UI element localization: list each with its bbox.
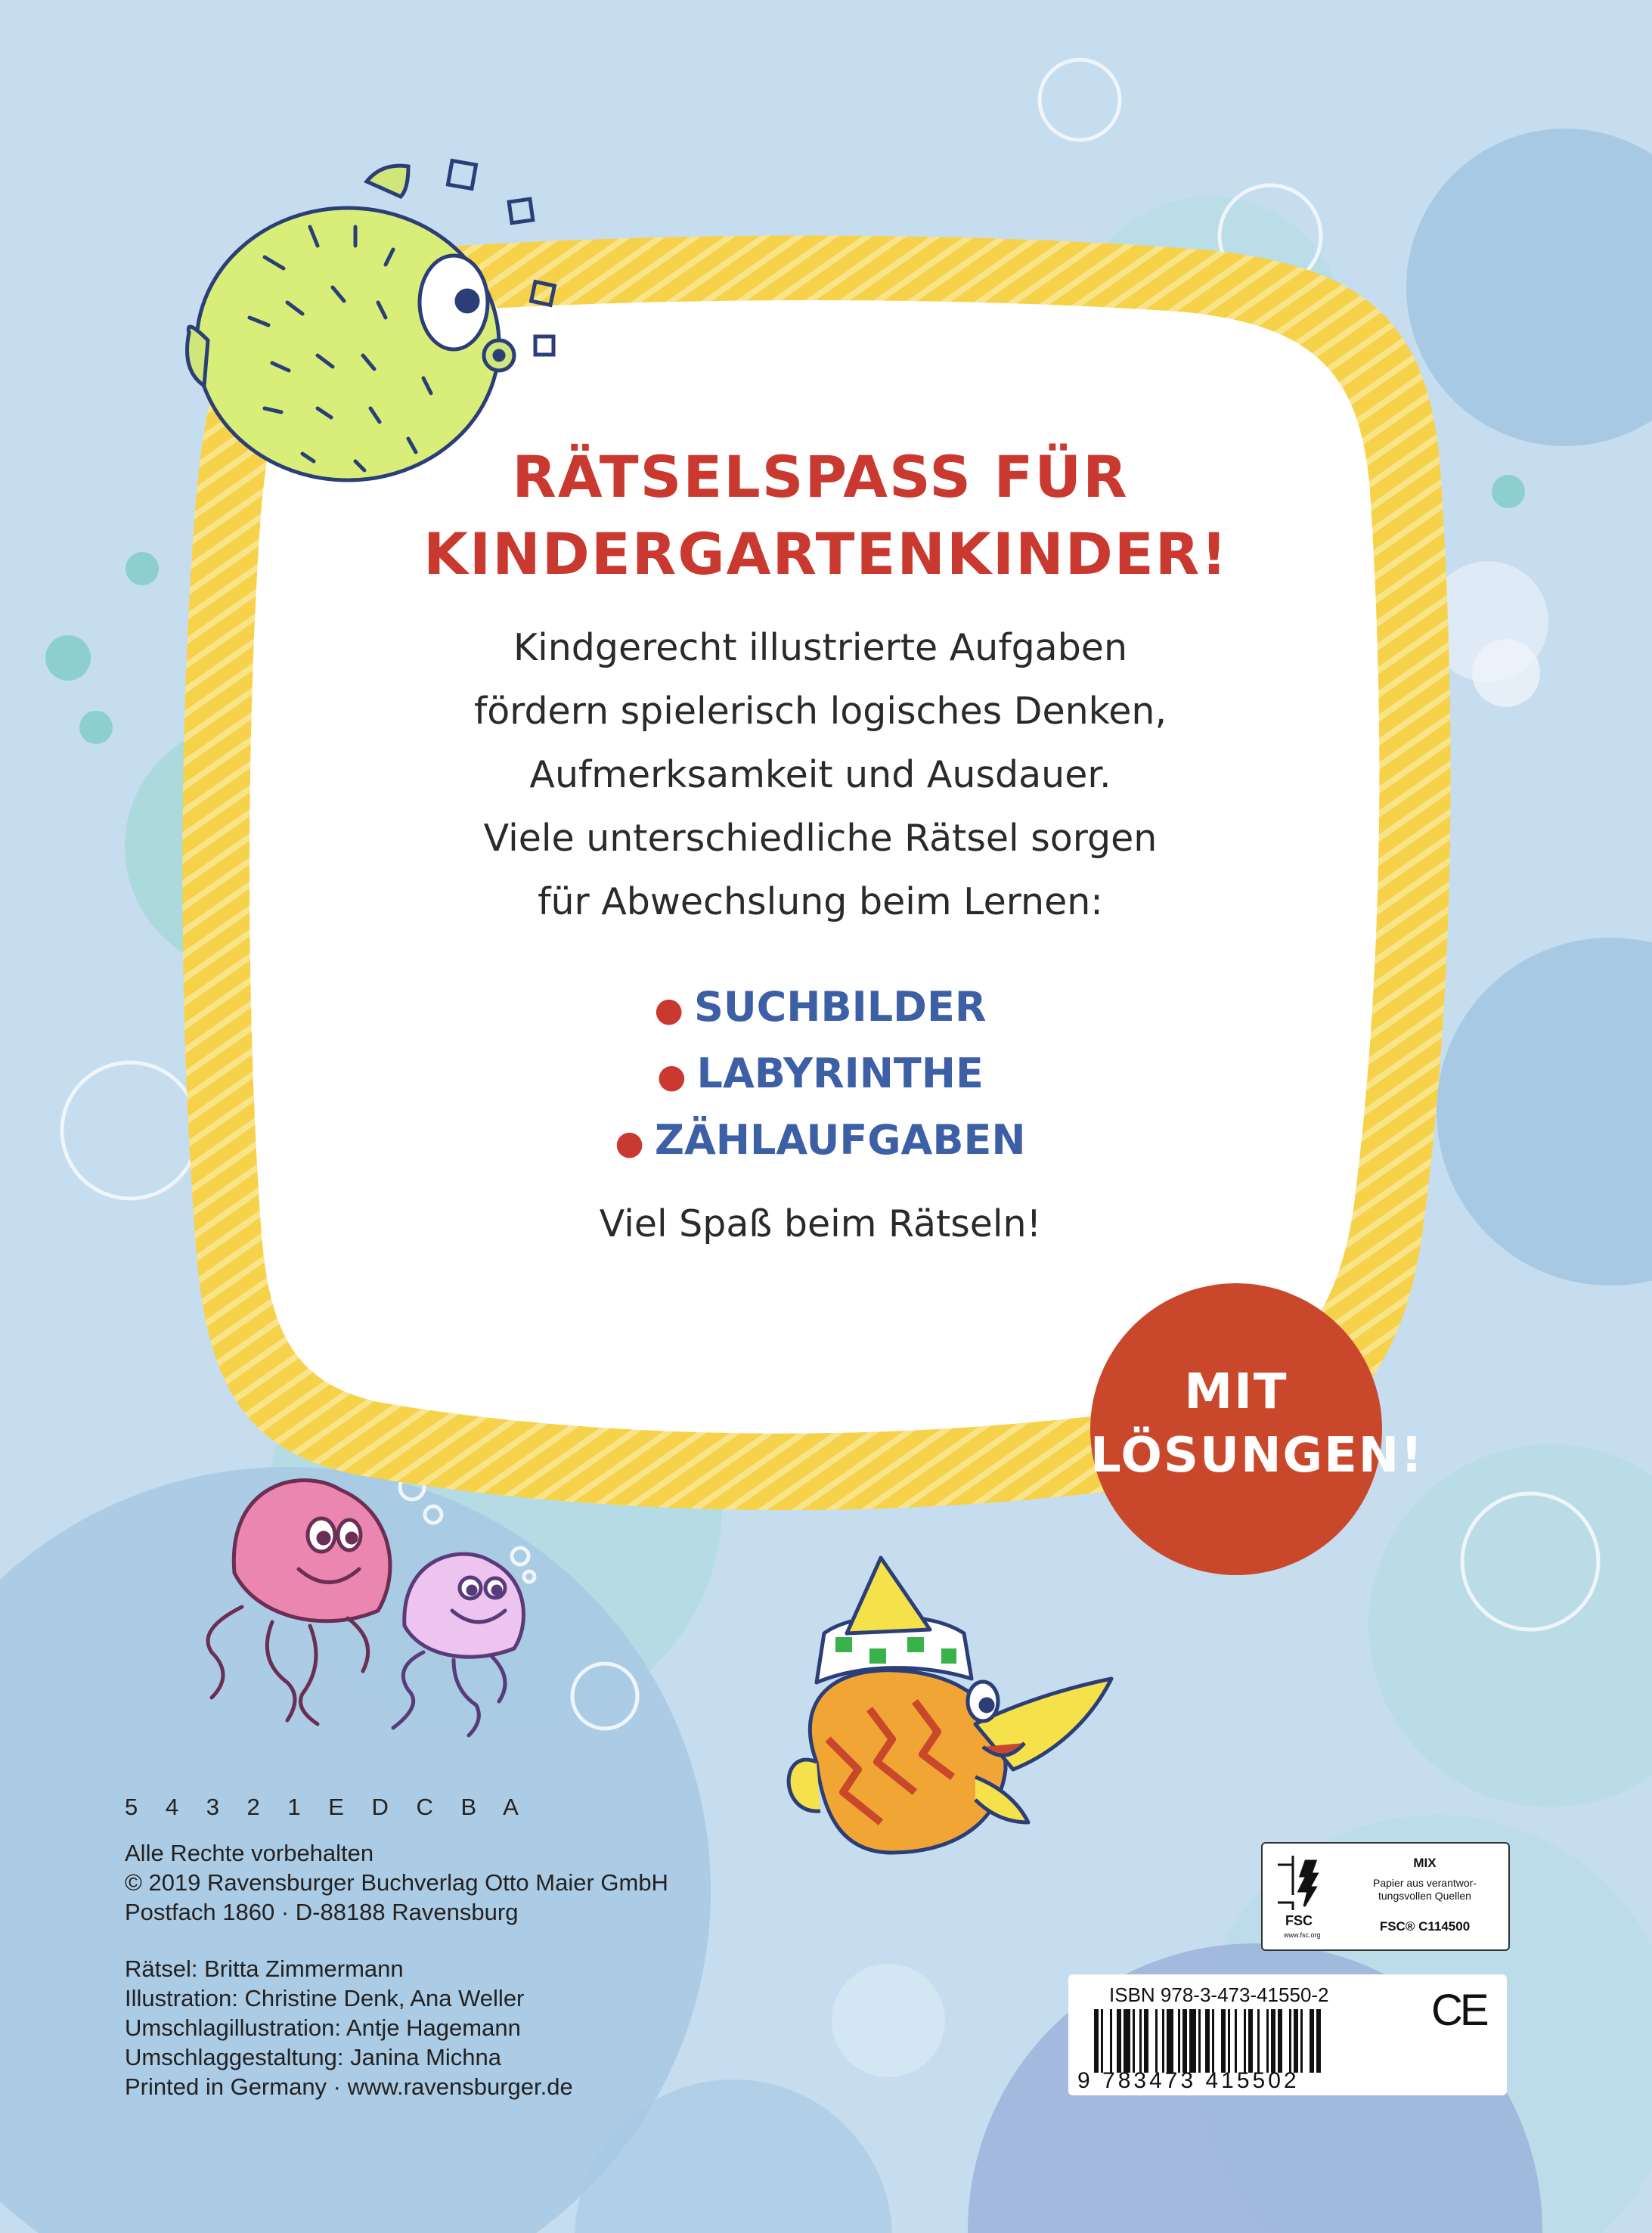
barcode-bar xyxy=(1278,2009,1282,2073)
bullet-icon: ● xyxy=(654,991,683,1029)
closing-line: Viel Spaß beim Rätseln! xyxy=(599,1202,1042,1245)
barcode-bar xyxy=(1162,2009,1164,2073)
barcode-bar xyxy=(1205,2009,1210,2073)
list-item-label: SUCHBILDER xyxy=(693,983,987,1031)
barcode-bar xyxy=(1244,2009,1246,2073)
barcode-bar xyxy=(1178,2009,1180,2073)
puzzle-type-list xyxy=(469,975,1172,1175)
barcode-bar xyxy=(1294,2009,1298,2073)
barcode-bar xyxy=(1271,2009,1275,2073)
description-line: Aufmerksamkeit und Ausdauer. xyxy=(529,753,1111,796)
list-item-label: ZÄHLAUFGABEN xyxy=(654,1116,1026,1164)
barcode-bar xyxy=(1198,2009,1201,2073)
fsc-label xyxy=(1261,1842,1510,1951)
badge-line-2: LÖSUNGEN! xyxy=(1090,1428,1424,1484)
cover-description xyxy=(355,616,1285,934)
ce-mark: CE xyxy=(1431,1986,1486,2035)
description-line: Kindgerecht illustrierte Aufgaben xyxy=(513,626,1128,669)
barcode-bar xyxy=(1167,2009,1173,2073)
isbn-barcode-box xyxy=(1068,1974,1507,2095)
barcode-bar xyxy=(1235,2009,1237,2073)
barcode-bar xyxy=(1228,2009,1230,2073)
fsc-tree-icon xyxy=(1270,1850,1342,1943)
barcode-bar xyxy=(1221,2009,1226,2073)
barcode-bar xyxy=(1266,2009,1269,2073)
barcode-bar xyxy=(1182,2009,1187,2073)
barcode-bar xyxy=(1248,2009,1253,2073)
barcode-bar xyxy=(1144,2009,1148,2073)
description-line: fördern spielerisch logisches Denken, xyxy=(473,690,1167,733)
print-run-numbers: 5 4 3 2 1 E D C B A xyxy=(125,1794,529,1820)
barcode-bar xyxy=(1289,2009,1291,2073)
badge-line-1: MIT xyxy=(1184,1364,1288,1420)
barcode-bar xyxy=(1300,2009,1303,2073)
credit-line: Umschlagillustration: Antje Hagemann xyxy=(125,2014,521,2041)
barcode-bar xyxy=(1094,2009,1099,2073)
list-item xyxy=(469,975,1172,1042)
credit-line: Rätsel: Britta Zimmermann xyxy=(125,1955,404,1982)
list-item xyxy=(469,1109,1172,1175)
imprint-line: © 2019 Ravensburger Buchverlag Otto Maier GmbH xyxy=(125,1869,668,1896)
description-line: Viele unterschiedliche Rätsel sorgen xyxy=(483,817,1158,860)
solutions-badge xyxy=(1090,1283,1424,1575)
barcode-bar xyxy=(1117,2009,1121,2073)
fsc-description-line: tungsvollen Quellen xyxy=(1378,1890,1471,1902)
fsc-description xyxy=(1347,1877,1502,1903)
description-line: für Abwechslung beim Lernen: xyxy=(538,880,1103,923)
imprint-line: Alle Rechte vorbehalten xyxy=(125,1840,374,1866)
barcode-bar xyxy=(1101,2009,1103,2073)
cover-headline xyxy=(423,439,1229,593)
barcode-bar xyxy=(1189,2009,1196,2073)
barcode-bar xyxy=(1257,2009,1260,2073)
credit-line: Umschlaggestaltung: Janina Michna xyxy=(125,2044,501,2070)
barcode-bar xyxy=(1124,2009,1130,2073)
barcode-bar xyxy=(1310,2009,1314,2073)
barcode-bar xyxy=(1212,2009,1214,2073)
credit-line: Illustration: Christine Denk, Ana Weller xyxy=(125,1985,525,2011)
barcode-digits: 9 783473 415502 xyxy=(1077,2068,1300,2093)
imprint xyxy=(125,1792,805,2101)
barcode-bar xyxy=(1155,2009,1158,2073)
headline-line-2: KINDERGARTENKINDER! xyxy=(423,520,1229,588)
fsc-description-line: Papier aus verantwor- xyxy=(1373,1877,1477,1889)
list-item-label: LABYRINTHE xyxy=(696,1050,984,1097)
fsc-mix: MIX xyxy=(1413,1856,1437,1870)
barcode xyxy=(1093,2009,1429,2073)
fsc-url: www.fsc.org xyxy=(1284,1931,1321,1939)
bullet-icon: ● xyxy=(657,1057,687,1096)
barcode-bar xyxy=(1139,2009,1142,2073)
barcode-bar xyxy=(1110,2009,1112,2073)
barcode-bar xyxy=(1133,2009,1135,2073)
fsc-code: FSC® C114500 xyxy=(1379,1919,1471,1934)
barcode-bar xyxy=(1316,2009,1321,2073)
list-item xyxy=(469,1042,1172,1109)
imprint-line: Postfach 1860 · D-88188 Ravensburg xyxy=(125,1899,519,1925)
bullet-icon: ● xyxy=(615,1124,644,1162)
fsc-logo-text: FSC xyxy=(1285,1913,1313,1928)
isbn-number: ISBN 978-3-473-41550-2 xyxy=(1109,1983,1329,2006)
credit-line: Printed in Germany · www.ravensburger.de xyxy=(125,2073,573,2100)
headline-line-1: RÄTSELSPASS FÜR xyxy=(512,443,1129,510)
